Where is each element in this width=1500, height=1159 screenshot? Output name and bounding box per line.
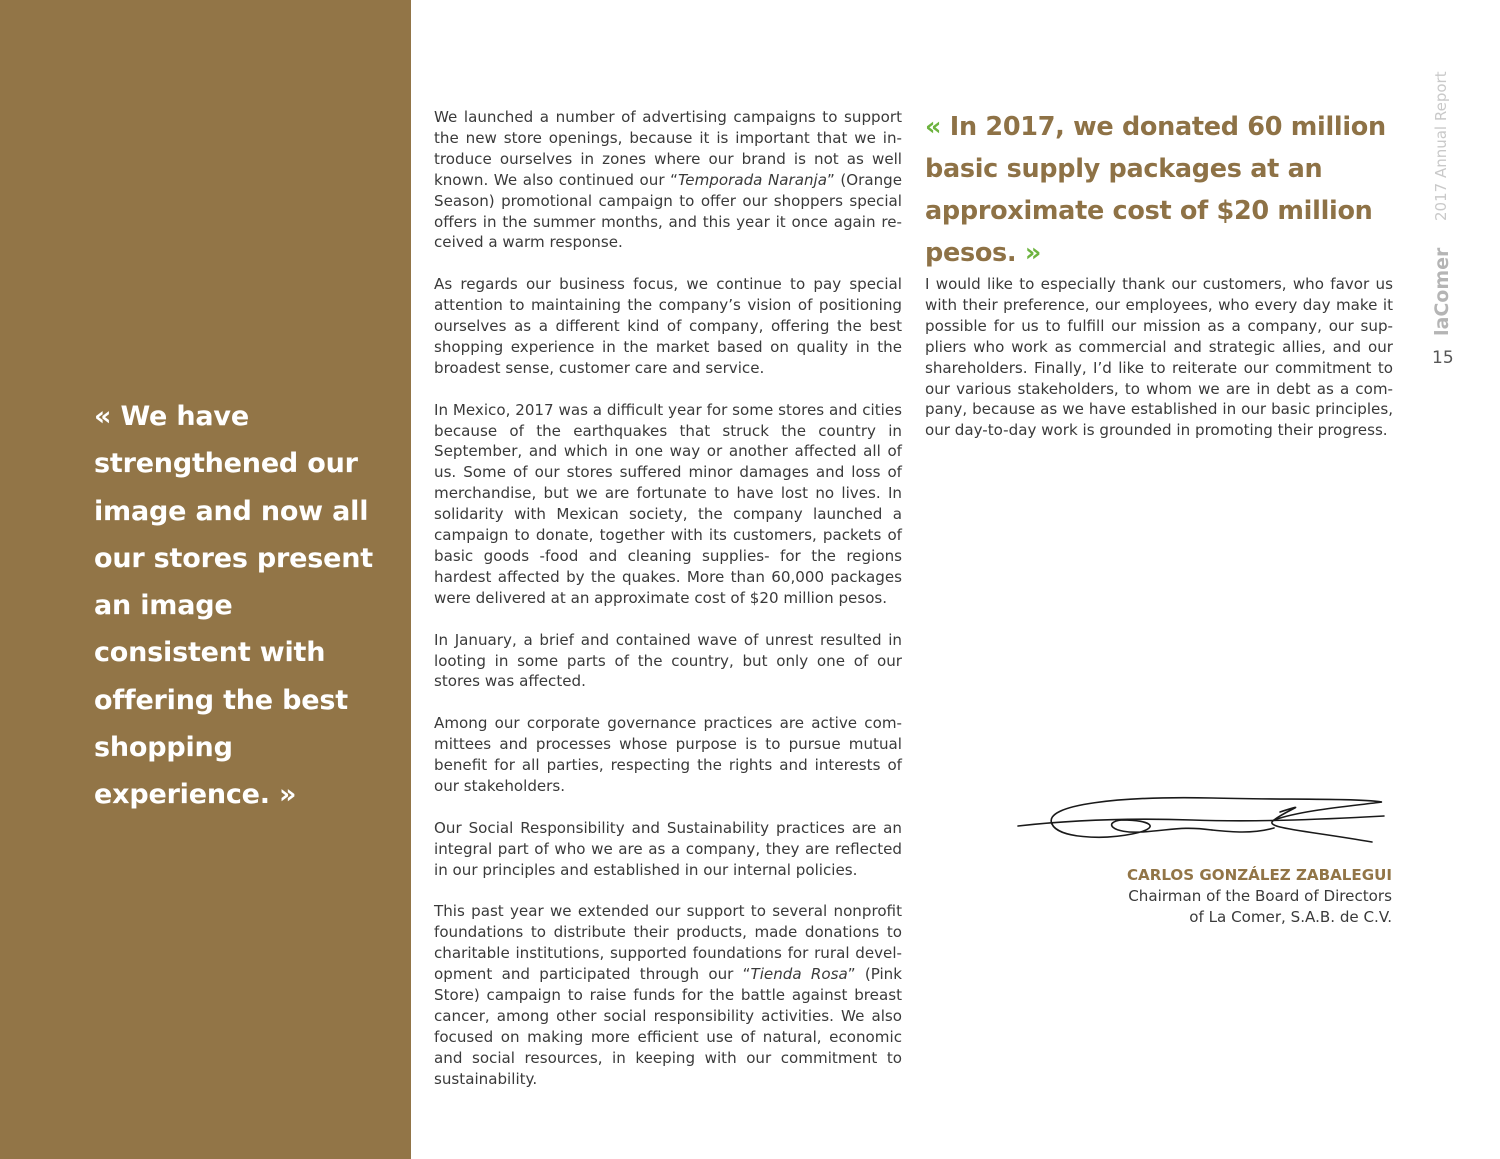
signatory-name: CARLOS GONZÁLEZ ZABALEGUI	[1126, 866, 1392, 884]
signatory-title-line2: of La Comer, S.A.B. de C.V.	[1189, 908, 1392, 926]
logo-text: laComer	[1431, 247, 1453, 336]
handwritten-signature	[1012, 790, 1390, 854]
paragraph-thanks: I would like to especially thank our customers, who favor us with their preference, our employees, who every day make it possible for us to fulfill our mission as a company, our suppliers who work as commercial and strategic allies, and our shareholders. Finally, I’d like to reiterate our commitment to our various stakeholders, to whom we are in debt as a company, because as we have established in our basic principles, our day-to-day work is grounded in promoting their progress.	[925, 275, 1393, 440]
paragraph-campaigns: We launched a number of advertising campaigns to support the new store openings, because it is important that we introduce ourselves in zones where our brand is not as well known. We also continued our “Temporada Naranja” (Orange Season) promotional campaign to offer our shoppers special offers in the summer months, and this year it once again received a warm response.	[434, 108, 903, 252]
highlight-quote	[925, 106, 1420, 274]
paragraph-earthquakes: In Mexico, 2017 was a difficult year for some stores and cities because of the earthquakes that struck the country in September, and which in one way or another affected all of us. Some of our stores suffered minor damages and loss of merchandise, but we are fortunate to have lost no lives. In solidarity with Mexican society, the company launched a campaign to donate, together with its customers, packets of basic goods -food and cleaning supplies- for the regions hardest affected by the quakes. More than 60,000 packages were delivered at an approximate cost of $20 million pesos.	[434, 400, 902, 607]
paragraph-business-focus: As regards our business focus, we continue to pay special attention to maintaining the company’s vision of positioning ourselves as a different kind of company, offering the best shopping experience in the market based on quality in the broadest sense, customer care and service.	[434, 275, 902, 377]
sidebar-pull-quote: « We have strengthened our image and now all our stores present an image consistent with offering the best shopping experience. »	[94, 401, 373, 811]
open-quote-mark: «	[925, 112, 942, 142]
signature-block	[1127, 865, 1392, 928]
paragraph-nonprofit-support: This past year we extended our support to several nonprofit foundations to distribute their products, made donations to charitable institutions, supported foundations for rural development and participated through our “Tienda Rosa” (Pink Store) campaign to raise funds for the battle against breast cancer, among other social responsibility activities. We also focused on making more efficient use of natural, economic and social resources, in keeping with our commitment to sustainability.	[434, 902, 902, 1088]
highlight-quote-text: In 2017, we donated 60 million basic supply packages at an approximate cost of $20 million pesos.	[925, 112, 1386, 268]
report-label-text: 2017 Annual Report	[1432, 71, 1450, 221]
paragraph-unrest: In January, a brief and contained wave of unrest resulted in looting in some parts of the country, but only one of our stores was affected.	[434, 630, 902, 691]
signatory-title-line1: Chairman of the Board of Directors	[1128, 887, 1392, 905]
paragraph-social-responsibility: Our Social Responsibility and Sustainability practices are an integral part of who we are as a company, they are reflected in our principles and established in our internal policies.	[434, 818, 902, 879]
la-comer-logo	[1430, 232, 1454, 338]
page-number: 15	[1432, 348, 1454, 368]
left-sidebar-panel	[0, 0, 411, 1159]
body-column-left	[434, 107, 902, 1110]
close-quote-mark: »	[1024, 238, 1042, 268]
paragraph-governance: Among our corporate governance practices are active committees and processes whose purpose is to pursue mutual benefit for all parties, respecting the rights and interests of our stakeholders.	[434, 714, 902, 795]
